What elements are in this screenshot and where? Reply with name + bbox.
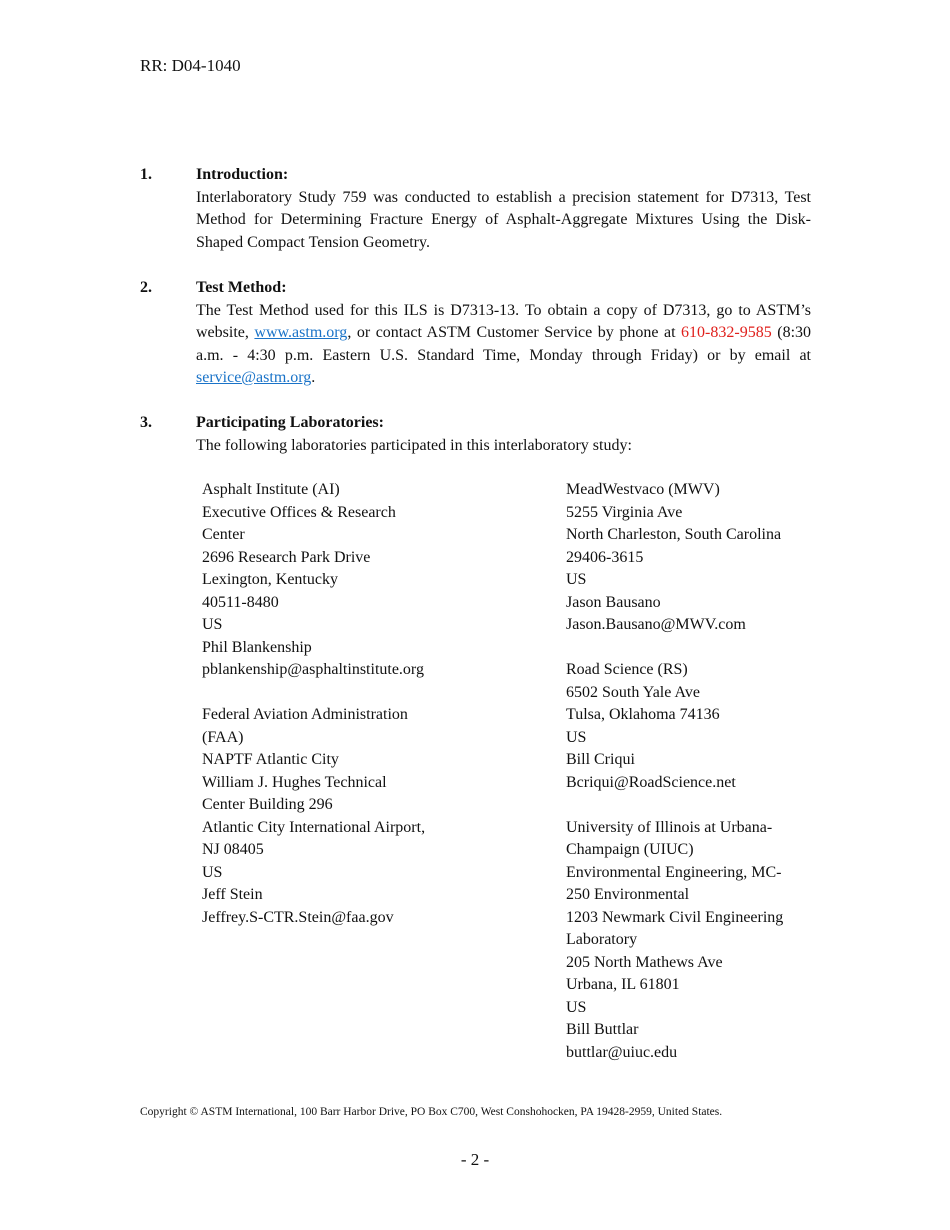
section-number: 2. xyxy=(140,279,152,296)
lab-line: US xyxy=(566,998,587,1016)
text-fragment: (8:30 a.m. - 4:30 p.m. Eastern U.S. Standard Time, Monday through Friday) or by email at xyxy=(196,324,812,364)
lab-line: Jason Bausano xyxy=(566,593,661,611)
lab-line: NAPTF Atlantic City xyxy=(202,751,339,768)
section-participating-labs xyxy=(140,412,811,457)
labs-left-column xyxy=(202,479,452,952)
lab-line: Jason.Bausano@MWV.com xyxy=(566,616,746,633)
lab-line: MeadWestvaco (MWV) xyxy=(566,481,720,498)
lab-line: Lexington, Kentucky xyxy=(202,571,338,588)
lab-line: Executive Offices & Research xyxy=(202,503,396,521)
section-title: Introduction: xyxy=(196,166,289,183)
lab-line: US xyxy=(202,863,223,881)
section-introduction xyxy=(140,164,811,254)
lab-line: Bill Criqui xyxy=(566,751,635,768)
lab-line: 5255 Virginia Ave xyxy=(566,503,683,521)
lab-entry xyxy=(566,817,806,1065)
lab-line: Phil Blankenship xyxy=(202,638,312,656)
labs-right-column xyxy=(566,479,806,1087)
lab-line: Urbana, IL 61801 xyxy=(566,976,680,993)
lab-line: 250 Environmental xyxy=(566,886,690,903)
lab-line: Jeffrey.S-CTR.Stein@faa.gov xyxy=(202,908,394,926)
lab-line: US xyxy=(566,571,587,588)
phone-number: 610-832-9585 xyxy=(681,324,772,341)
lab-line: William J. Hughes Technical xyxy=(202,773,387,791)
lab-line: Federal Aviation Administration xyxy=(202,706,408,723)
section-title: Participating Laboratories: xyxy=(196,414,384,431)
copyright-footer: Copyright © ASTM International, 100 Barr Harbor Drive, PO Box C700, West Conshohocken, PA 19428-2959, United States. xyxy=(140,1106,723,1118)
section-text xyxy=(196,300,811,390)
lab-line: Center Building 296 xyxy=(202,796,333,813)
lab-line: 1203 Newmark Civil Engineering xyxy=(566,908,784,926)
section-text: The following laboratories participated in this interlaboratory study: xyxy=(196,436,632,454)
document-ref: RR: D04-1040 xyxy=(140,56,241,75)
section-number: 3. xyxy=(140,414,152,431)
lab-entry xyxy=(566,659,806,794)
lab-line: Road Science (RS) xyxy=(566,661,688,678)
text-fragment: . xyxy=(311,369,316,386)
text-fragment: The Test Method used for this ILS is D7313-13. To obtain a copy of D7313, go to ASTM’s website, xyxy=(196,301,811,341)
lab-entry xyxy=(566,479,806,637)
lab-line: Tulsa, Oklahoma 74136 xyxy=(566,706,720,723)
service-email-link[interactable]: service@astm.org xyxy=(196,369,312,386)
lab-line: North Charleston, South Carolina xyxy=(566,526,782,543)
lab-line: NJ 08405 xyxy=(202,841,264,858)
lab-line: Laboratory xyxy=(566,931,638,948)
section-text: Interlaboratory Study 759 was conducted to establish a precision statement for D7313, Test Method for Determining Fracture Energy of Asphalt-Aggregate Mixtures Using the Disk-Shaped Compact Tension Geometry. xyxy=(196,188,811,251)
lab-line: 205 North Mathews Ave xyxy=(566,953,723,971)
section-number: 1. xyxy=(140,166,152,183)
lab-line: 2696 Research Park Drive xyxy=(202,548,371,566)
lab-line: pblankenship@asphaltinstitute.org xyxy=(202,661,424,678)
astm-website-link[interactable]: www.astm.org xyxy=(254,324,348,341)
lab-line: Champaign (UIUC) xyxy=(566,841,694,858)
lab-line: 40511-8480 xyxy=(202,593,279,611)
lab-line: Environmental Engineering, MC- xyxy=(566,863,782,881)
lab-line: 29406-3615 xyxy=(566,548,644,566)
lab-line: Atlantic City International Airport, xyxy=(202,818,426,836)
lab-line: Center xyxy=(202,526,245,543)
lab-line: 6502 South Yale Ave xyxy=(566,683,700,701)
lab-line: Asphalt Institute (AI) xyxy=(202,481,340,498)
lab-line: Bill Buttlar xyxy=(566,1021,639,1038)
section-test-method xyxy=(140,277,811,390)
lab-line: Bcriqui@RoadScience.net xyxy=(566,773,736,791)
lab-line: (FAA) xyxy=(202,728,244,746)
lab-entry xyxy=(202,479,452,682)
lab-line: buttlar@uiuc.edu xyxy=(566,1043,678,1061)
lab-line: US xyxy=(566,728,587,746)
page-number: - 2 - xyxy=(460,1150,490,1169)
text-fragment: , or contact ASTM Customer Service by phone at xyxy=(347,324,682,341)
lab-line: Jeff Stein xyxy=(202,886,263,903)
section-title: Test Method: xyxy=(196,279,287,296)
lab-line: US xyxy=(202,616,223,633)
lab-entry xyxy=(202,704,452,929)
lab-line: University of Illinois at Urbana- xyxy=(566,818,773,836)
